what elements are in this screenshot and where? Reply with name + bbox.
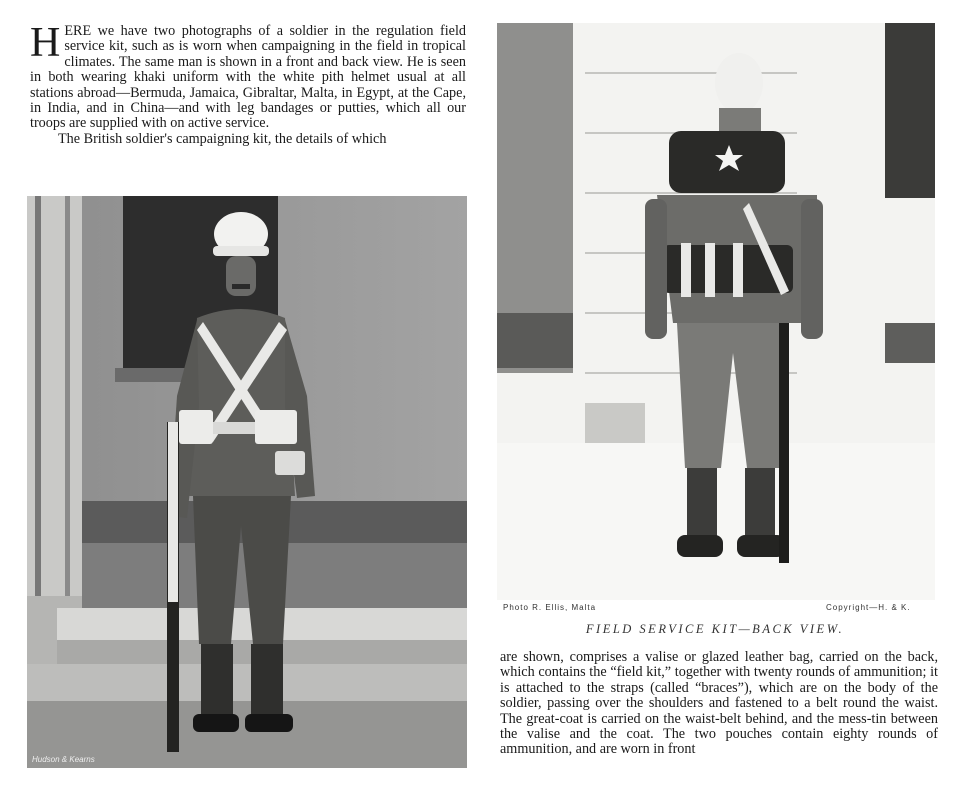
intro-paragraph-1-text: ERE we have two photographs of a soldier in the regulation field service kit, such as is worn when campaigning in the field in tropical climates. The same man is shown in a front and back view. He is seen in both wearing khaki uniform with the white pith helmet usual at all stations abroad—Bermuda, Jamaica, Gibraltar, Malta, in Egypt, at the Cape, in India, and in China—and with leg bandages or putties, which all our troops are supplied with on active service. — [30, 23, 466, 132]
copyright-credit: Copyright—H. & K. — [826, 603, 911, 612]
front-view-photograph — [27, 196, 467, 768]
photo-credit: Photo R. Ellis, Malta — [503, 603, 597, 612]
intro-paragraph-2: The British soldier's campaigning kit, the details of which — [58, 130, 387, 147]
back-view-illustration — [497, 23, 935, 600]
continuation-text: are shown, comprises a valise or glazed leather bag, carried on the back, which contains the “field kit,” together with twenty rounds of ammunition; it is attached to the straps (called “braces”), which are on the body of the soldier, passing over the shoulders and fastened to a belt round the waist. The great-coat is carried on the waist-belt behind, and the mess-tin between the valise and the coat. The two pouches contain eighty rounds of ammunition, and are worn in front — [500, 649, 938, 758]
back-view-caption: FIELD SERVICE KIT—BACK VIEW. — [585, 622, 845, 636]
intro-text-block — [30, 20, 466, 147]
front-view-illustration — [27, 196, 467, 768]
back-view-photograph — [497, 23, 935, 600]
drop-cap: H — [30, 20, 61, 66]
photographer-signature: Hudson & Kearns — [32, 755, 95, 764]
intro-paragraph-1 — [30, 20, 466, 132]
